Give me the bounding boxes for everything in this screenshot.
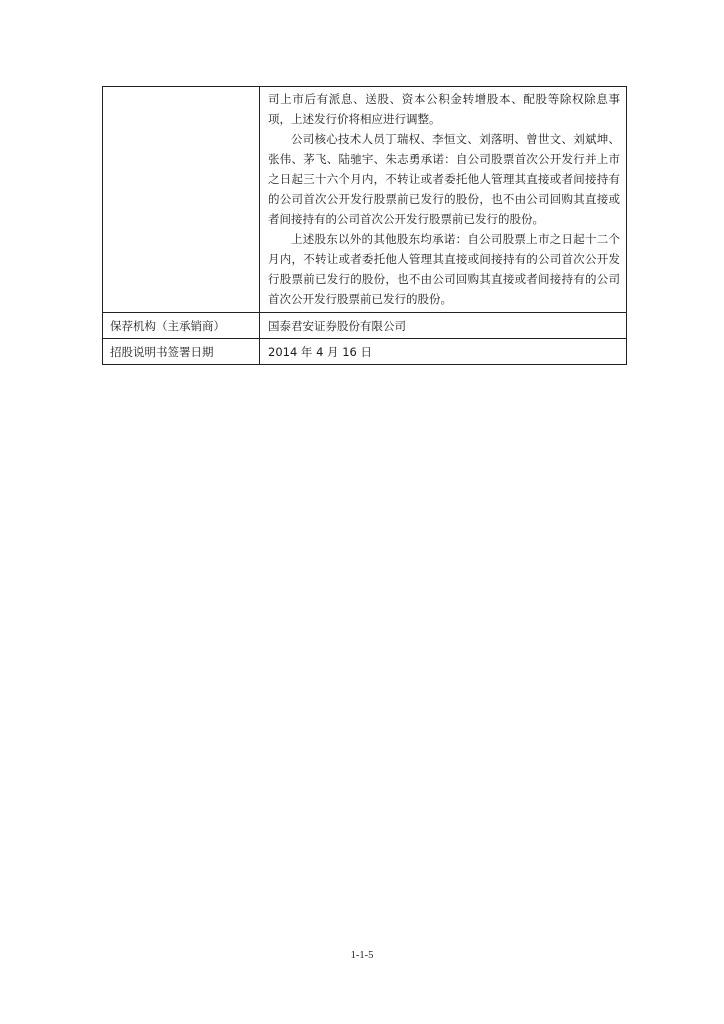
commitment-paragraph: 上述股东以外的其他股东均承诺：自公司股票上市之日起十二个月内，不转让或者委托他人管理其直接或间接持有的公司首次公开发行股票前已发行的股份，也不由公司回购其直接或者间接持有的公司首次公开发行股票前已发行的股份。 [268, 232, 620, 306]
commitment-paragraph: 司上市后有派息、送股、资本公积金转增股本、配股等除权除息事项，上述发行价将相应进行调整。 [268, 92, 620, 126]
page-number: 1-1-5 [350, 950, 374, 961]
sponsor-label: 保荐机构（主承销商） [110, 318, 225, 333]
row-label [103, 87, 259, 95]
table-cell-label [103, 339, 260, 365]
table-cell-label [103, 313, 260, 339]
signing-date-label: 招股说明书签署日期 [110, 344, 214, 359]
info-table [102, 86, 627, 365]
sponsor-value: 国泰君安证券股份有限公司 [268, 318, 406, 333]
table-row [103, 339, 627, 365]
table-row [103, 313, 627, 339]
table-cell-value [260, 339, 627, 365]
table-row [103, 87, 627, 313]
signing-date-value: 2014 年 4 月 16 日 [268, 344, 372, 359]
table-cell-value [260, 87, 627, 313]
table-cell-label [103, 87, 260, 313]
commitment-paragraph: 公司核心技术人员丁瑞权、李恒文、刘落明、曾世文、刘斌坤、张伟、茅飞、陆驰宇、朱志勇承诺：自公司股票首次公开发行并上市之日起三十六个月内，不转让或者委托他人管理其直接或者间接持有的公司首次公开发行股票前已发行的股份，也不由公司回购其直接或者间接持有的公司首次公开发行股票前已发行的股份。 [268, 132, 620, 226]
table-cell-value [260, 313, 627, 339]
